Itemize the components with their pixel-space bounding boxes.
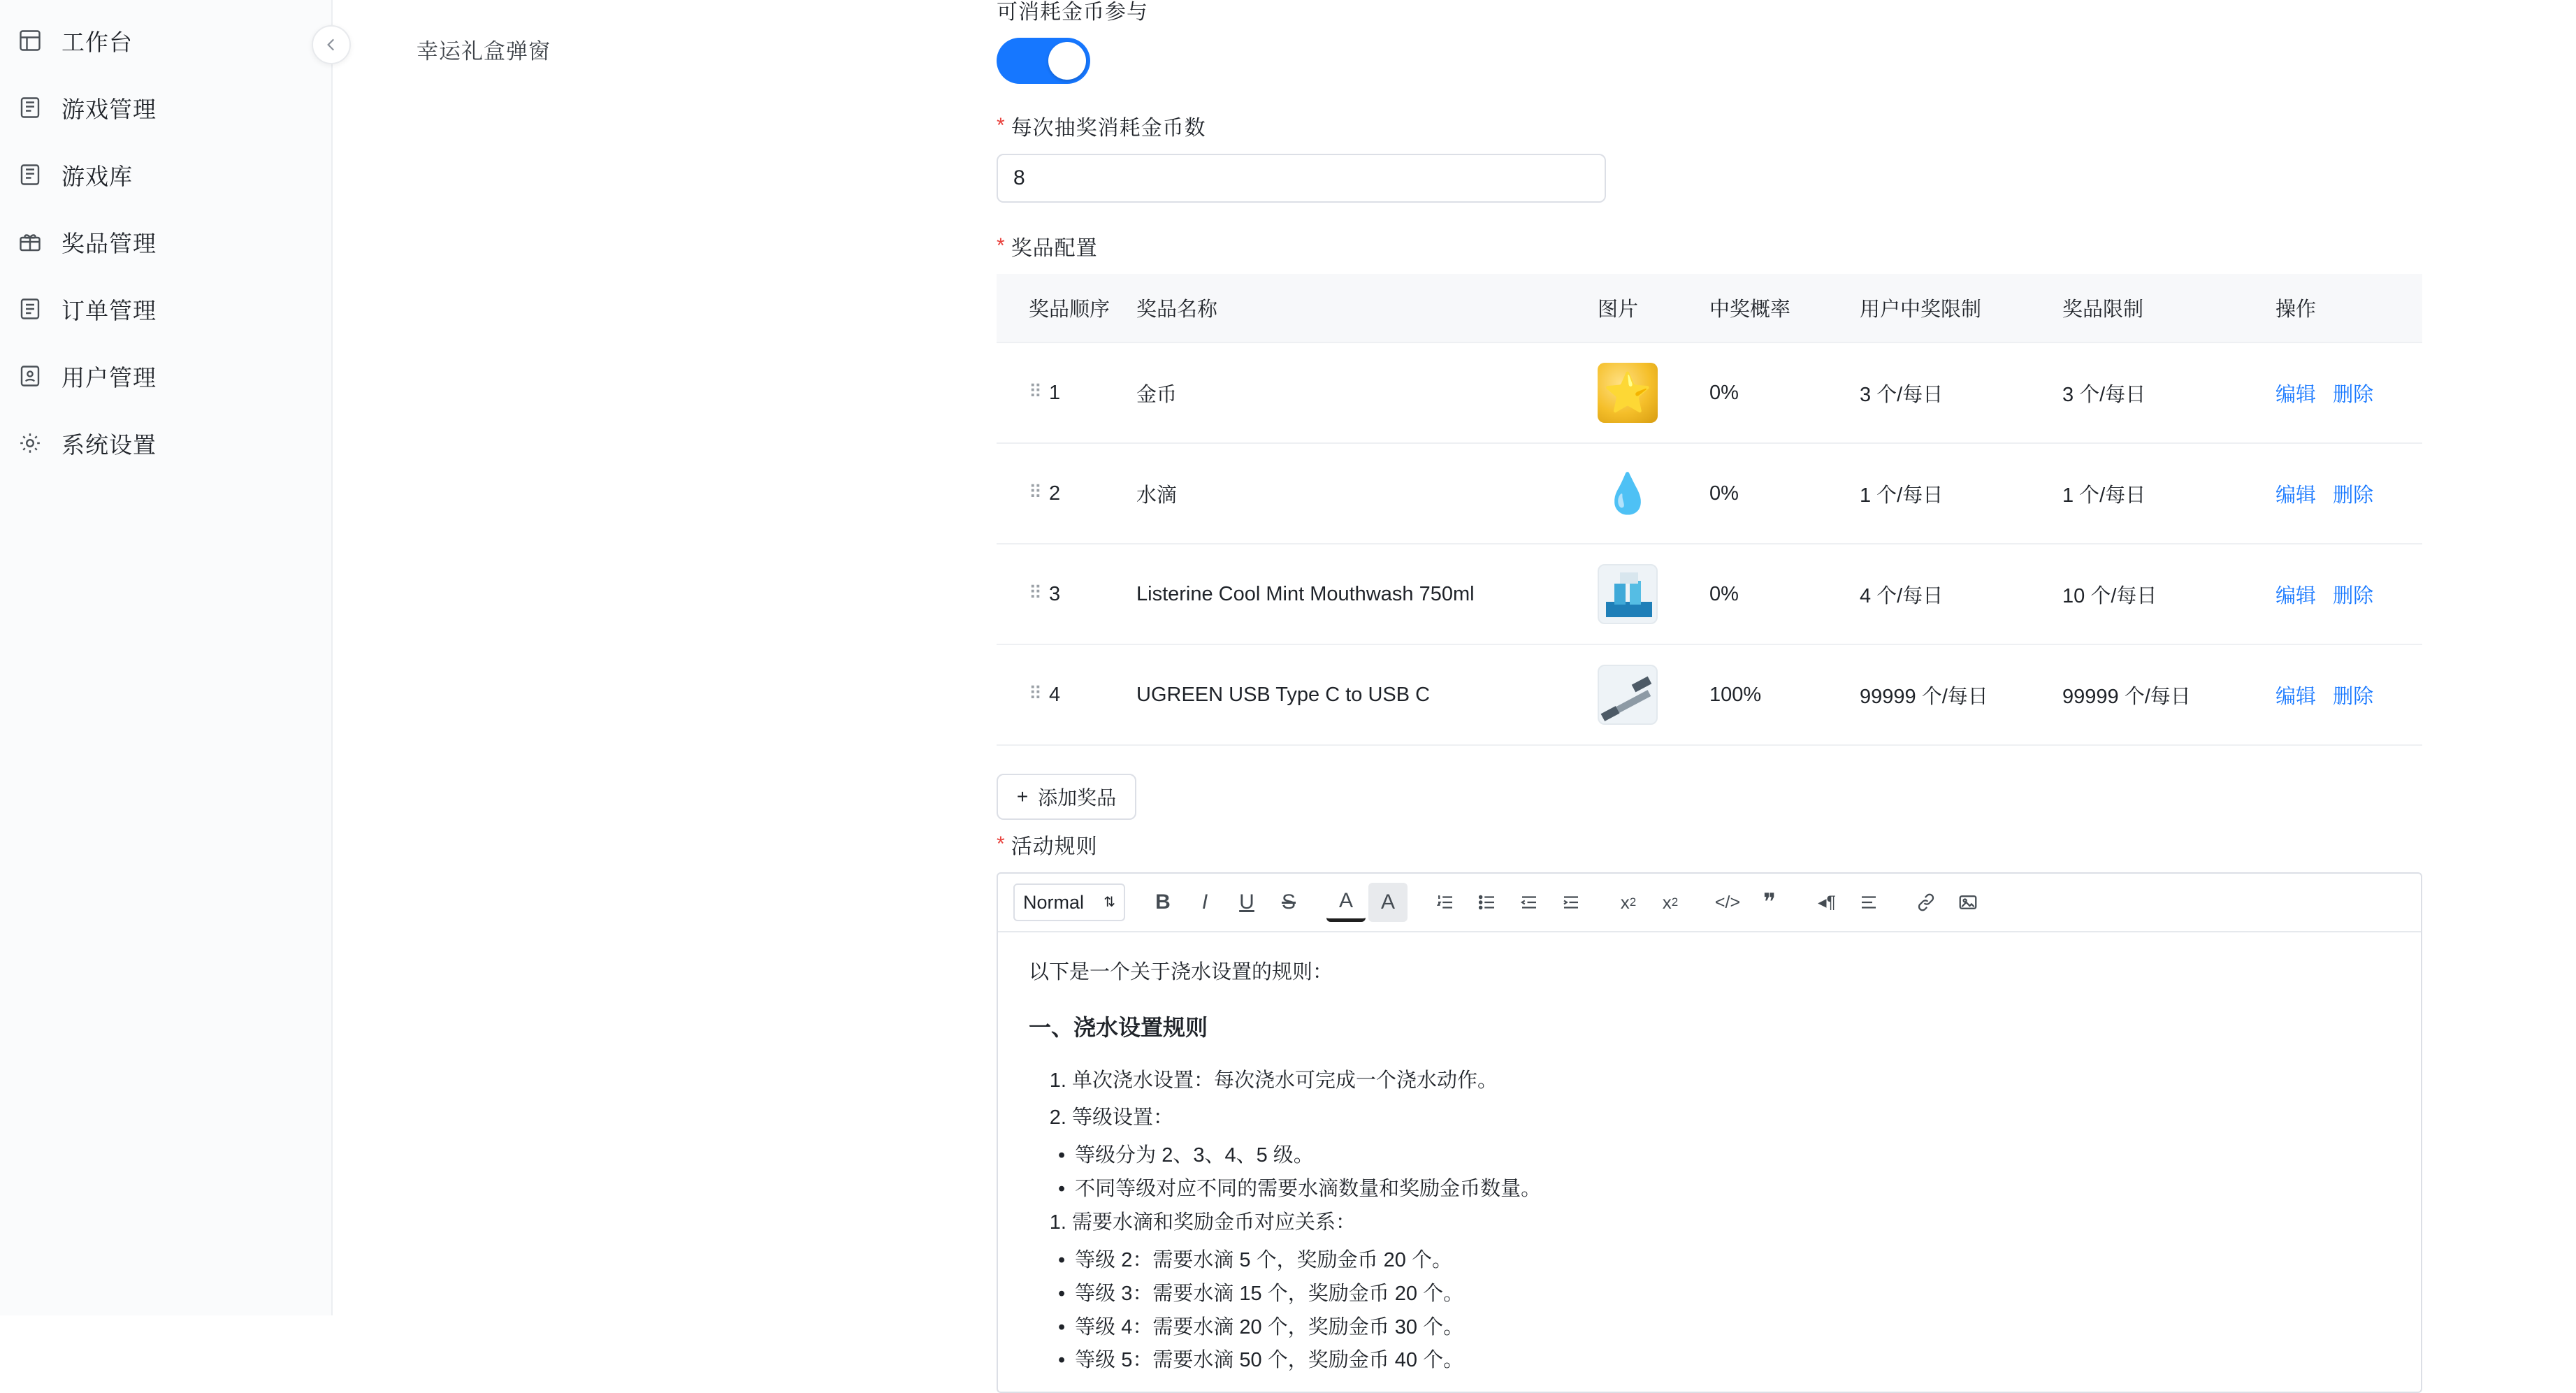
col-header-prize-limit: 奖品限制 [2062,274,2275,342]
toggle-knob [1048,42,1086,80]
list-icon [17,94,43,121]
coin-participation-toggle[interactable] [997,38,1090,84]
prize-config-label-text: 奖品配置 [1011,237,1098,260]
cell-prize-limit: 3 个/每日 [2062,342,2275,443]
order-value: 3 [1049,583,1061,605]
delete-link[interactable]: 删除 [2333,383,2374,406]
sidebar [0,0,333,1315]
subscript-icon[interactable]: x 2 [1662,891,1679,913]
sidebar-item-label: 游戏管理 [61,96,157,122]
sidebar-item-order-management[interactable] [0,275,331,342]
water-drop-emoji-icon: 💧 [1598,463,1658,524]
editor-toolbar [998,874,2421,932]
sidebar-item-workbench[interactable] [0,7,331,74]
cell-user-limit: 3 个/每日 [1860,342,2062,443]
sidebar-collapse-button[interactable] [312,25,351,64]
chevron-left-icon [322,36,340,54]
cell-operations [2275,644,2422,745]
delete-link[interactable]: 删除 [2333,685,2374,708]
delete-link[interactable]: 删除 [2333,484,2374,507]
drag-handle-icon[interactable]: ⠿ [1029,482,1041,503]
editor-content[interactable] [998,932,2421,1392]
editor-style-value: Normal [1023,891,1085,913]
edit-link[interactable]: 编辑 [2275,685,2317,708]
draw-cost-input[interactable] [997,154,1606,203]
rules-sublist-2 [1029,1244,2390,1378]
required-star: * [997,114,1006,137]
cell-probability: 100% [1709,644,1860,745]
sidebar-item-game-library[interactable] [0,141,331,208]
table-row [997,443,2422,544]
rules-section-title: 一、浇水设置规则 [1029,1014,1208,1040]
col-header-probability: 中奖概率 [1709,274,1860,342]
coin-emoji-icon: ⭐ [1598,363,1658,423]
cell-prize-limit: 10 个/每日 [2062,544,2275,644]
list-item: • 等级 3：需要水滴 15 个，奖励金币 20 个。 [1058,1278,2390,1311]
sidebar-item-label: 系统设置 [61,431,157,458]
prize-table-body [997,342,2422,745]
required-star: * [997,234,1006,257]
cell-probability: 0% [1709,342,1860,443]
required-star: * [997,832,1006,856]
sidebar-item-label: 用户管理 [61,364,157,391]
list-item: • 等级分为 2、3、4、5 级。 [1058,1139,2390,1173]
cell-operations [2275,443,2422,544]
list-item: • 等级 5：需要水滴 50 个，奖励金币 40 个。 [1058,1344,2390,1378]
user-icon [17,363,43,389]
coin-participation-field [997,0,1148,84]
mouthwash-photo-icon [1598,564,1658,624]
superscript-icon[interactable]: x 2 [1620,891,1637,913]
activity-rules-section [997,829,2422,1393]
sidebar-item-user-management[interactable] [0,342,331,410]
col-header-image: 图片 [1598,274,1709,342]
cell-probability: 0% [1709,443,1860,544]
secondary-item-lucky-box-popup[interactable]: 幸运礼盒弹窗 [417,39,551,64]
cell-user-limit: 1 个/每日 [1860,443,2062,544]
usb-cable-photo-icon [1598,665,1658,725]
align-icon[interactable] [1849,883,1888,922]
activity-rules-label [997,829,2422,860]
highlight-color-icon[interactable]: A [1368,883,1408,922]
cell-order [997,544,1136,644]
bullet-list-icon[interactable] [1468,883,1507,922]
rich-text-editor [997,872,2422,1393]
underline-icon[interactable]: U [1239,890,1254,914]
cell-operations [2275,342,2422,443]
plus-icon: + [1016,786,1029,807]
drag-handle-icon[interactable]: ⠿ [1029,582,1041,603]
library-icon [17,161,43,188]
outdent-icon[interactable] [1510,883,1549,922]
list-item: • 不同等级对应不同的需要水滴数量和奖励金币数量。 [1058,1173,2390,1206]
rules-sublist-1 [1029,1139,2390,1206]
cell-name: UGREEN USB Type C to USB C [1136,644,1598,745]
edit-link[interactable]: 编辑 [2275,484,2317,507]
edit-link[interactable]: 编辑 [2275,383,2317,406]
order-icon [17,296,43,322]
col-header-operations: 操作 [2275,274,2422,342]
list-item: 1. 需要水滴和奖励金币对应关系： [1072,1206,2390,1240]
sidebar-item-label: 游戏库 [61,163,133,189]
edit-link[interactable]: 编辑 [2275,584,2317,607]
prize-config-label [997,231,2422,261]
order-value: 2 [1049,482,1061,505]
draw-cost-label-text: 每次抽奖消耗金币数 [1011,117,1206,140]
sidebar-item-game-management[interactable] [0,74,331,141]
cell-image [1598,544,1709,644]
prize-table-head [997,274,2422,342]
cell-image [1598,443,1709,544]
cell-prize-limit: 1 个/每日 [2062,443,2275,544]
cell-order [997,443,1136,544]
rules-intro: 以下是一个关于浇水设置的规则： [1029,961,1333,983]
sidebar-item-label: 奖品管理 [61,230,157,257]
sidebar-item-system-settings[interactable] [0,410,331,477]
delete-link[interactable]: 删除 [2333,584,2374,607]
ordered-list-icon[interactable] [1426,883,1465,922]
sidebar-item-label: 订单管理 [61,297,157,324]
indent-icon[interactable] [1551,883,1591,922]
text-color-icon[interactable]: A [1326,883,1366,922]
add-prize-button[interactable] [997,774,1136,820]
sidebar-item-prize-management[interactable] [0,208,331,275]
cell-order [997,644,1136,745]
code-block-icon[interactable]: </> [1714,892,1741,912]
coin-participation-label: 可消耗金币参与 [997,1,1148,24]
list-item: • 等级 2：需要水滴 5 个，奖励金币 20 个。 [1058,1244,2390,1278]
image-icon[interactable] [1948,883,1988,922]
cell-probability: 0% [1709,544,1860,644]
table-row [997,342,2422,443]
activity-rules-label-text: 活动规则 [1011,835,1098,858]
table-row [997,544,2422,644]
prize-table [997,274,2422,746]
cell-prize-limit: 99999 个/每日 [2062,644,2275,745]
col-header-name: 奖品名称 [1136,274,1598,342]
strikethrough-icon[interactable]: S [1281,890,1296,914]
col-header-order: 奖品顺序 [997,274,1136,342]
table-row [997,644,2422,745]
table-header-row [997,274,2422,342]
list-item: • 等级 4：需要水滴 20 个，奖励金币 30 个。 [1058,1311,2390,1345]
col-header-user-limit: 用户中奖限制 [1860,274,2062,342]
list-item: 2. 等级设置： [1072,1102,2390,1135]
drag-handle-icon[interactable]: ⠿ [1029,683,1041,704]
draw-cost-label [997,110,1606,141]
sidebar-item-label: 工作台 [61,29,133,55]
order-value: 4 [1049,684,1061,706]
blockquote-icon[interactable]: ❞ [1763,888,1777,916]
link-icon[interactable] [1906,883,1946,922]
drag-handle-icon[interactable]: ⠿ [1029,381,1041,402]
cell-image [1598,644,1709,745]
cell-name: 金币 [1136,342,1598,443]
bold-icon[interactable]: B [1155,890,1171,914]
italic-icon[interactable]: I [1201,890,1208,914]
cell-name: Listerine Cool Mint Mouthwash 750ml [1136,544,1598,644]
list-item: 1. 单次浇水设置：每次浇水可完成一个浇水动作。 [1072,1064,2390,1098]
cell-image [1598,342,1709,443]
gear-icon [17,430,43,456]
main-content [997,0,2576,1372]
editor-style-select[interactable] [1013,883,1125,921]
rules-list-2 [1044,1206,2390,1240]
cell-user-limit: 4 个/每日 [1860,544,2062,644]
cell-name: 水滴 [1136,443,1598,544]
cell-user-limit: 99999 个/每日 [1860,644,2062,745]
chevron-updown-icon: ⇅ [1104,895,1115,910]
draw-cost-field [997,110,1606,203]
prize-config-section [997,231,2422,820]
order-value: 1 [1049,382,1061,404]
gift-icon [17,229,43,255]
cell-operations [2275,544,2422,644]
text-direction-icon[interactable]: ◂¶ [1818,893,1836,912]
cell-order [997,342,1136,443]
secondary-column [333,0,997,1315]
rules-list-1 [1044,1064,2390,1136]
dashboard-icon [17,27,43,54]
add-prize-label: 添加奖品 [1038,787,1117,809]
